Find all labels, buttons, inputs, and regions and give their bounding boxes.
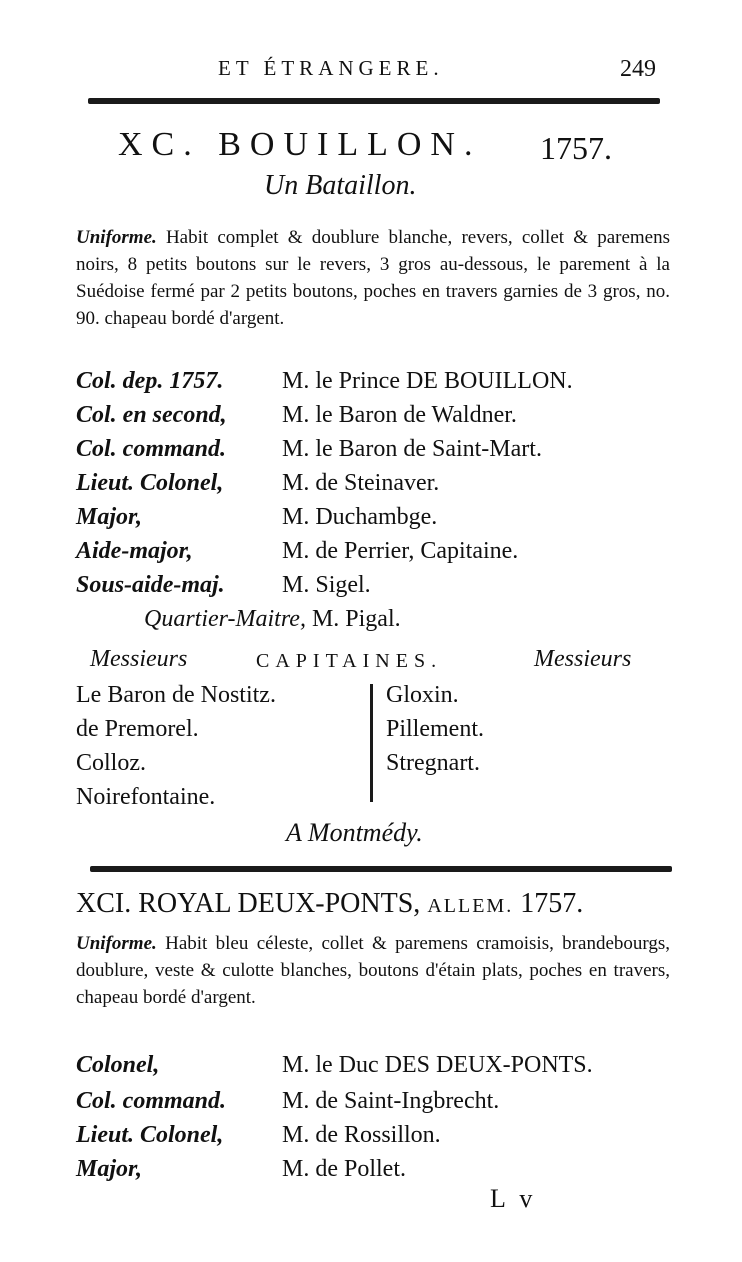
column-divider (370, 684, 373, 802)
officer-name: M. de Rossillon. (282, 1122, 441, 1148)
section-1-uniform (76, 224, 670, 332)
officer-name: M. le Duc DES DEUX-PONTS. (282, 1052, 593, 1078)
captains-right-item: Gloxin. (386, 682, 459, 708)
section-rule (90, 866, 672, 872)
officer-title: Col. command. (76, 436, 227, 462)
garrison: A Montmédy. (286, 818, 423, 847)
catchword: L v (490, 1184, 537, 1213)
section-1-subheading: Un Bataillon. (264, 170, 417, 201)
officer-title: Aide-major, (76, 538, 193, 564)
uniform-label: Uniforme. (76, 933, 157, 954)
captains-left-item: de Premorel. (76, 716, 199, 742)
header-rule (88, 98, 660, 104)
quartermaster-row (144, 606, 401, 633)
officer-name: M. le Prince DE BOUILLON. (282, 368, 573, 394)
section-1-heading: XC. BOUILLON. (118, 126, 482, 163)
officer-name: M. de Pollet. (282, 1156, 406, 1182)
captains-header-right: Messieurs (534, 646, 632, 672)
officer-name: M. le Baron de Waldner. (282, 402, 517, 428)
captains-left-item: Le Baron de Nostitz. (76, 682, 276, 708)
captains-left-item: Colloz. (76, 750, 146, 776)
section-2-nation: ALLEM. (427, 895, 514, 917)
quartermaster-name: M. Pigal. (311, 606, 401, 632)
captains-header-center: CAPITAINES. (256, 650, 443, 672)
section-2-year: 1757. (520, 888, 584, 919)
captains-right-item: Pillement. (386, 716, 484, 742)
officer-name: M. le Baron de Saint-Mart. (282, 436, 542, 462)
officer-name: M. de Saint-Ingbrecht. (282, 1088, 500, 1114)
officer-title: Major, (76, 1156, 143, 1182)
officer-title: Major, (76, 504, 143, 530)
quartermaster-title: Quartier-Maitre, (144, 606, 306, 632)
uniform-text: Habit bleu céleste, collet & paremens cramoisis, brandebourgs, doublure, veste & culotte blanches, boutons d'étain plats, poches en travers, chapeau bordé d'argent. (76, 933, 671, 1008)
officer-title: Lieut. Colonel, (76, 1122, 224, 1148)
section-2-uniform (76, 930, 670, 1011)
officer-title: Colonel, (76, 1052, 160, 1078)
officer-title: Lieut. Colonel, (76, 470, 224, 496)
officer-title: Col. en second, (76, 402, 227, 428)
officer-name: M. Duchambge. (282, 504, 438, 530)
officer-name: M. de Steinaver. (282, 470, 440, 496)
running-head-title: ET ÉTRANGERE. (218, 56, 444, 80)
officer-title: Col. dep. 1757. (76, 368, 224, 394)
section-2-heading (76, 888, 583, 920)
captains-right-item: Stregnart. (386, 750, 480, 776)
captains-header-left: Messieurs (90, 646, 188, 672)
section-1-year: 1757. (540, 130, 612, 166)
officer-title: Sous-aide-maj. (76, 572, 225, 598)
officer-name: M. Sigel. (282, 572, 371, 598)
uniform-label: Uniforme. (76, 227, 157, 248)
captains-left-item: Noirefontaine. (76, 784, 216, 810)
section-2-title: XCI. ROYAL DEUX-PONTS, (76, 888, 421, 919)
page-number: 249 (620, 56, 656, 82)
uniform-text: Habit complet & doublure blanche, revers, collet & paremens noirs, 8 petits boutons sur le revers, 3 gros au-dessous, le parement à la Suédoise fermé par 2 petits boutons, poches en travers garnies de 3 gros, no. 90. chapeau bordé d'argent. (76, 227, 671, 329)
officer-name: M. de Perrier, Capitaine. (282, 538, 519, 564)
officer-title: Col. command. (76, 1088, 227, 1114)
